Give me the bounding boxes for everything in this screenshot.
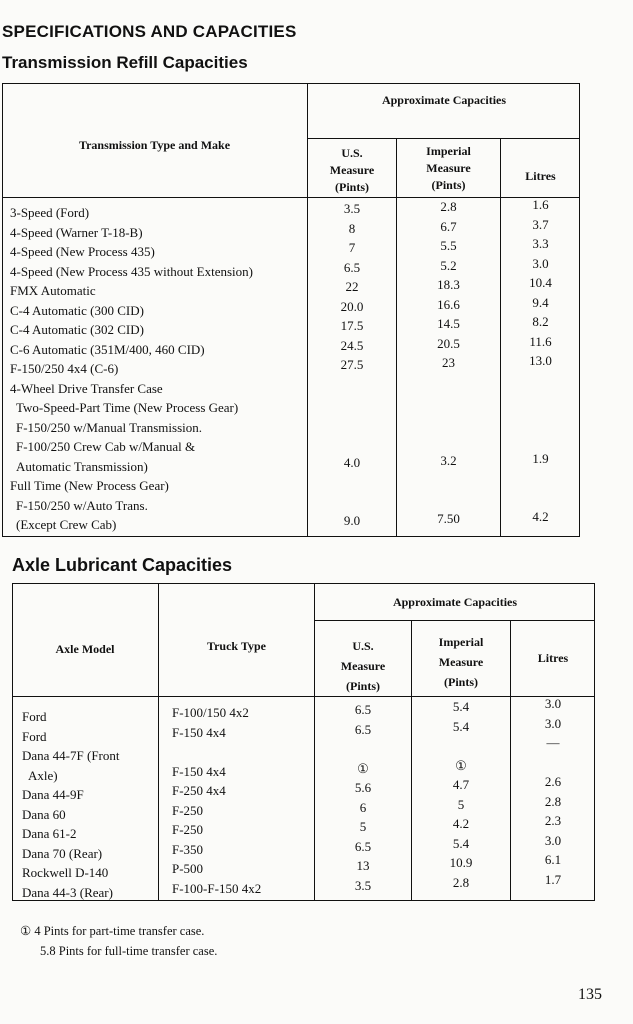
table-cell: ① (455, 757, 467, 773)
table-cell (308, 394, 396, 414)
table-cell: 7 (348, 240, 356, 255)
table-cell: 4-Speed (New Process 435) (10, 244, 155, 259)
table-cell: F-100/150 4x2 (172, 705, 249, 720)
table-cell (501, 468, 580, 488)
table-cell: 11.6 (529, 333, 552, 349)
axle-us-header: U.S. Measure (Pints) (340, 639, 386, 693)
page-number: 135 (578, 986, 602, 1003)
table-cell: 2.8 (452, 874, 470, 890)
table-cell: 8 (348, 220, 356, 236)
table-cell: F-150/250 w/Manual Transmission. (16, 419, 202, 435)
table-cell: Dana 61-2 (22, 826, 77, 841)
axle-litres-header: Litres (537, 651, 569, 665)
table-cell: 6.5 (354, 702, 372, 717)
table-cell: 6 (359, 799, 367, 815)
table-cell: 23 (442, 355, 455, 370)
table-cell: — (546, 735, 560, 750)
table-cell: Automatic Transmission) (16, 458, 148, 474)
table-cell: 3.2 (440, 452, 457, 468)
table-cell: FMX Automatic (10, 283, 96, 298)
table-cell: Rockwell D-140 (22, 865, 109, 880)
table-cell: 1.9 (532, 450, 549, 466)
transmission-approx-capacities-header: Approximate Capacities (381, 93, 507, 107)
table-cell: 2.8 (440, 199, 457, 214)
table-cell: Ford (22, 709, 47, 724)
table-cell: 10.4 (529, 275, 552, 290)
table-cell: 27.5 (340, 357, 364, 372)
table-cell: 3.0 (544, 832, 562, 848)
axle-model-header: Axle Model (55, 642, 115, 656)
table-cell: 5.6 (354, 780, 372, 795)
table-cell: 22 (345, 279, 359, 294)
table-cell: 4.2 (452, 816, 470, 831)
table-cell: 5.5 (440, 238, 457, 253)
table-cell (397, 431, 500, 451)
table-cell: 6.5 (354, 838, 372, 854)
table-cell: Dana 44-7F (Front (22, 748, 120, 763)
table-cell: 16.6 (437, 296, 460, 312)
table-cell: Ford (22, 728, 47, 744)
table-cell: 9.4 (532, 294, 549, 310)
axle-model-column (22, 707, 120, 902)
table-cell (308, 414, 396, 434)
table-cell (412, 736, 510, 756)
table-cell: 3.0 (532, 255, 549, 271)
table-cell: 2.6 (544, 774, 562, 789)
table-cell (397, 490, 500, 510)
transmission-type-header: Transmission Type and Make (78, 138, 231, 152)
transmission-us-column (308, 199, 396, 531)
table-cell (315, 739, 411, 759)
table-cell: 4-Wheel Drive Transfer Case (10, 380, 163, 396)
table-cell (308, 375, 396, 395)
table-cell: Dana 44-9F (22, 787, 84, 802)
table-cell: 14.5 (437, 316, 460, 331)
table-cell: 6.5 (354, 721, 372, 737)
table-cell: 18.3 (437, 277, 460, 292)
transmission-imperial-header: Imperial Measure (Pints) (426, 144, 471, 192)
axle-imperial-header: Imperial Measure (Pints) (438, 635, 484, 689)
table-cell (308, 472, 396, 492)
table-cell: F-350 (172, 841, 204, 857)
table-cell: F-250 (172, 802, 204, 818)
table-cell: Axle) (28, 767, 58, 783)
table-cell: 4-Speed (New Process 435 without Extension) (10, 263, 253, 279)
axle-approx-capacities-header: Approximate Capacities (392, 595, 518, 609)
table-cell: F-100/250 Crew Cab w/Manual & (16, 439, 196, 454)
table-cell: Dana 70 (Rear) (22, 845, 103, 861)
table-cell: 10.9 (449, 855, 473, 870)
table-cell: 4.2 (532, 509, 549, 524)
transmission-us-header: U.S. Measure (Pints) (329, 146, 375, 194)
table-cell: 4-Speed (Warner T-18-B) (10, 224, 143, 240)
table-cell: 1.7 (544, 871, 562, 887)
table-cell (501, 390, 580, 410)
table-cell: F-150 4x4 (172, 763, 226, 779)
table-cell: P-500 (172, 861, 204, 876)
table-cell: Full Time (New Process Gear) (10, 478, 169, 493)
transmission-litres-header: Litres (525, 169, 556, 183)
table-cell: C-4 Automatic (302 CID) (10, 322, 144, 337)
table-cell: Dana 44-3 (Rear) (22, 884, 113, 900)
table-cell: ① (357, 760, 369, 776)
table-cell: 24.5 (340, 337, 364, 353)
table-cell: 6.7 (440, 218, 457, 234)
axle-section-title: Axle Lubricant Capacities (12, 555, 233, 575)
table-cell: 3.7 (532, 216, 549, 232)
table-cell: 4.0 (343, 454, 361, 470)
table-cell: 2.8 (544, 793, 562, 809)
table-cell: F-150/250 4x4 (C-6) (10, 361, 119, 376)
axle-imperial-column (412, 697, 510, 892)
table-cell: 17.5 (340, 318, 364, 333)
table-cell (511, 753, 595, 773)
axle-litres-column (511, 694, 595, 889)
table-cell: 3.0 (544, 696, 562, 711)
table-cell: 13.0 (529, 353, 552, 368)
table-cell (501, 488, 580, 508)
table-cell: 1.6 (532, 197, 549, 212)
table-cell: 6.1 (544, 852, 562, 867)
table-cell: 20.5 (437, 335, 460, 351)
table-cell: 3.3 (532, 236, 549, 251)
table-cell: Dana 60 (22, 806, 66, 822)
table-cell: 8.2 (532, 314, 549, 329)
table-cell: 9.0 (343, 513, 361, 528)
table-cell: C-6 Automatic (351M/400, 460 CID) (10, 341, 205, 357)
axle-us-column (315, 700, 411, 895)
table-cell (397, 412, 500, 432)
table-cell: 7.50 (437, 511, 460, 526)
table-cell: F-250 (172, 822, 204, 837)
table-cell (308, 433, 396, 453)
table-cell: (Except Crew Cab) (16, 517, 117, 532)
table-cell (501, 429, 580, 449)
transmission-section-title: Transmission Refill Capacities (2, 53, 248, 72)
table-cell: 3.5 (354, 877, 372, 893)
table-cell: 5.2 (440, 257, 457, 273)
table-cell: 4.7 (452, 777, 470, 792)
table-cell: 5.4 (452, 835, 470, 851)
axle-truck-type-column (172, 703, 261, 898)
table-cell: F-150 4x4 (172, 724, 226, 740)
table-cell: 3.5 (343, 201, 361, 216)
axle-truck-type-header: Truck Type (206, 639, 266, 653)
footnote-line-2: 5.8 Pints for full-time transfer case. (40, 944, 218, 958)
table-cell: 5.4 (452, 718, 470, 734)
table-cell: 5.4 (452, 699, 470, 714)
transmission-litres-column (501, 195, 580, 527)
table-cell: F-100-F-150 4x2 (172, 880, 262, 896)
table-cell (308, 492, 396, 512)
table-cell: 3.0 (544, 715, 562, 731)
transmission-imperial-column (397, 197, 500, 529)
table-cell: Two-Speed-Part Time (New Process Gear) (16, 400, 239, 415)
table-cell: 20.0 (340, 298, 364, 314)
transmission-type-column (10, 203, 253, 535)
table-cell (172, 742, 261, 762)
table-cell: F-150/250 w/Auto Trans. (16, 497, 148, 513)
table-cell (501, 371, 580, 391)
table-cell (397, 470, 500, 490)
table-cell: 6.5 (343, 259, 361, 275)
table-cell: F-250 4x4 (172, 783, 226, 798)
page-title: SPECIFICATIONS AND CAPACITIES (2, 22, 297, 41)
table-cell: 13 (356, 858, 370, 873)
table-cell: 2.3 (544, 813, 562, 828)
table-cell: 3-Speed (Ford) (10, 205, 90, 220)
table-cell (397, 392, 500, 412)
table-cell: 5 (359, 819, 367, 834)
footnote (20, 921, 217, 961)
table-cell (397, 373, 500, 393)
table-cell: 5 (457, 796, 465, 812)
footnote-line-1: ① 4 Pints for part-time transfer case. (20, 924, 205, 938)
table-cell: C-4 Automatic (300 CID) (10, 302, 144, 318)
table-cell (501, 410, 580, 430)
